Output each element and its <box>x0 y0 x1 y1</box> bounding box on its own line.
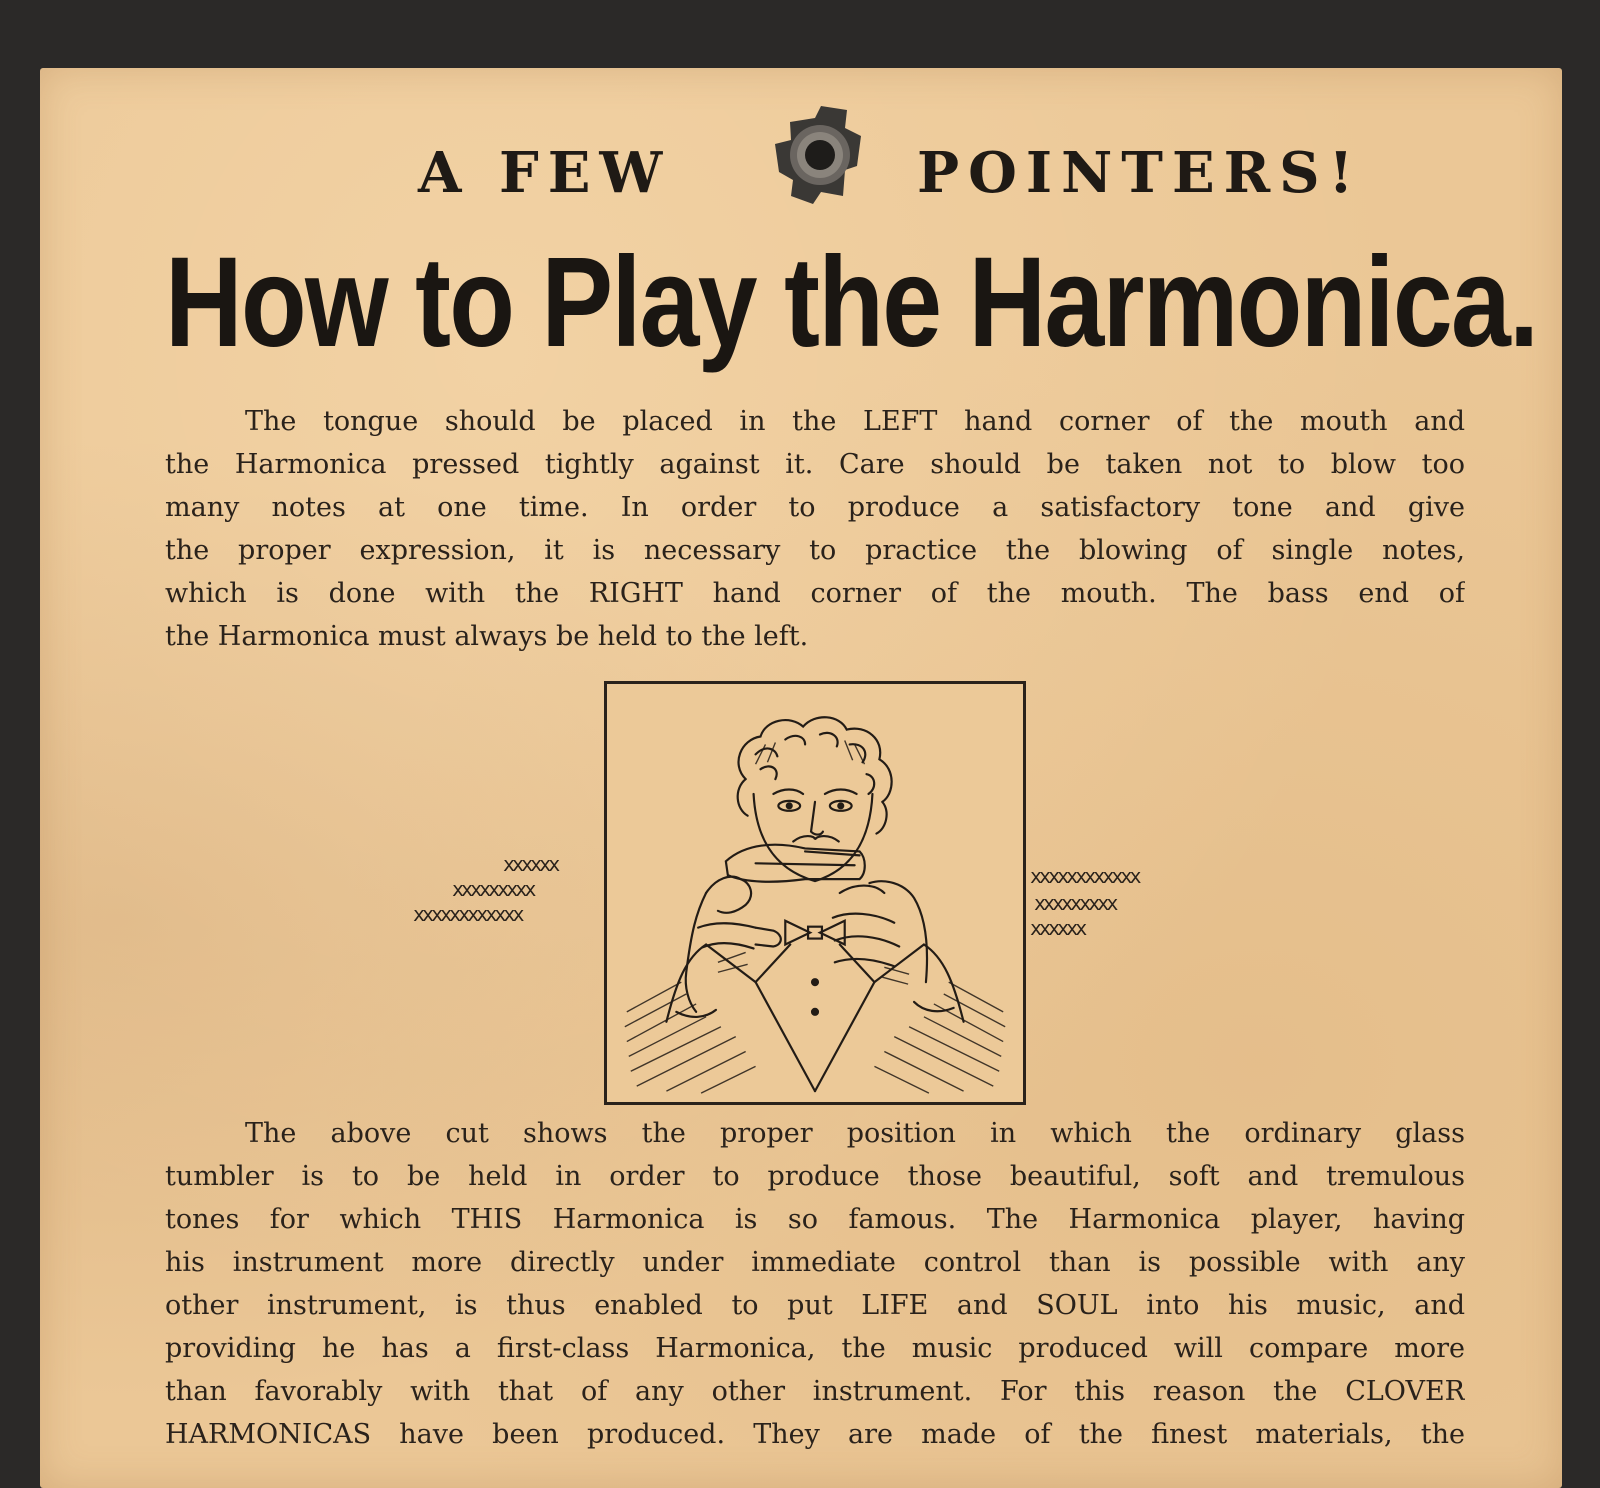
paragraph-line: than favorably with that of any other instrument. For this reason the CLOVER <box>165 1376 1465 1407</box>
paragraph-line: other instrument, is thus enabled to put LIFE and SOUL into his music, and <box>165 1290 1465 1321</box>
paragraph-line: the proper expression, it is necessary to practice the blowing of single notes, <box>165 535 1465 566</box>
sound-mark-right-2: xxxxxxxxx <box>1034 891 1116 915</box>
paragraph-line: The tongue should be placed in the LEFT hand corner of the mouth and <box>245 406 1465 437</box>
paragraph-line: providing he has a first-class Harmonica, the music produced will compare more <box>165 1333 1465 1364</box>
sound-mark-left-2: xxxxxxxxx <box>452 877 534 901</box>
paragraph-line: The above cut shows the proper position in which the ordinary glass <box>245 1118 1465 1149</box>
paragraph-line: the Harmonica must always be held to the left. <box>165 621 809 652</box>
eyebrow-left: A FEW <box>418 140 672 206</box>
page-title: How to Play the Harmonica. <box>165 231 1538 374</box>
harmonica-player-illustration <box>604 681 1026 1105</box>
paragraph-line: many notes at one time. In order to produce a satisfactory tone and give <box>165 492 1465 523</box>
sound-mark-right-3: xxxxxx <box>1030 916 1085 940</box>
sound-mark-left-1: xxxxxx <box>503 852 558 876</box>
instructions-paragraph <box>165 400 1465 658</box>
grommet-hole-icon <box>765 100 875 210</box>
tumbler-paragraph <box>165 1112 1465 1456</box>
paragraph-line: his instrument more directly under immediate control than is possible with any <box>165 1247 1465 1278</box>
paragraph-line: the Harmonica pressed tightly against it. Care should be taken not to blow too <box>165 449 1465 480</box>
sound-mark-left-3: xxxxxxxxxxxx <box>413 902 522 926</box>
paragraph-line: tumbler is to be held in order to produce those beautiful, soft and tremulous <box>165 1161 1465 1192</box>
harmonica-player-engraving <box>607 684 1023 1102</box>
paragraph-line: tones for which THIS Harmonica is so famous. The Harmonica player, having <box>165 1204 1465 1235</box>
sound-mark-right-1: xxxxxxxxxxxx <box>1030 864 1139 888</box>
paragraph-line: HARMONICAS have been produced. They are made of the finest materials, the <box>165 1419 1465 1450</box>
eyebrow-right: POINTERS! <box>917 140 1363 206</box>
paragraph-line: which is done with the RIGHT hand corner of the mouth. The bass end of <box>165 578 1465 609</box>
